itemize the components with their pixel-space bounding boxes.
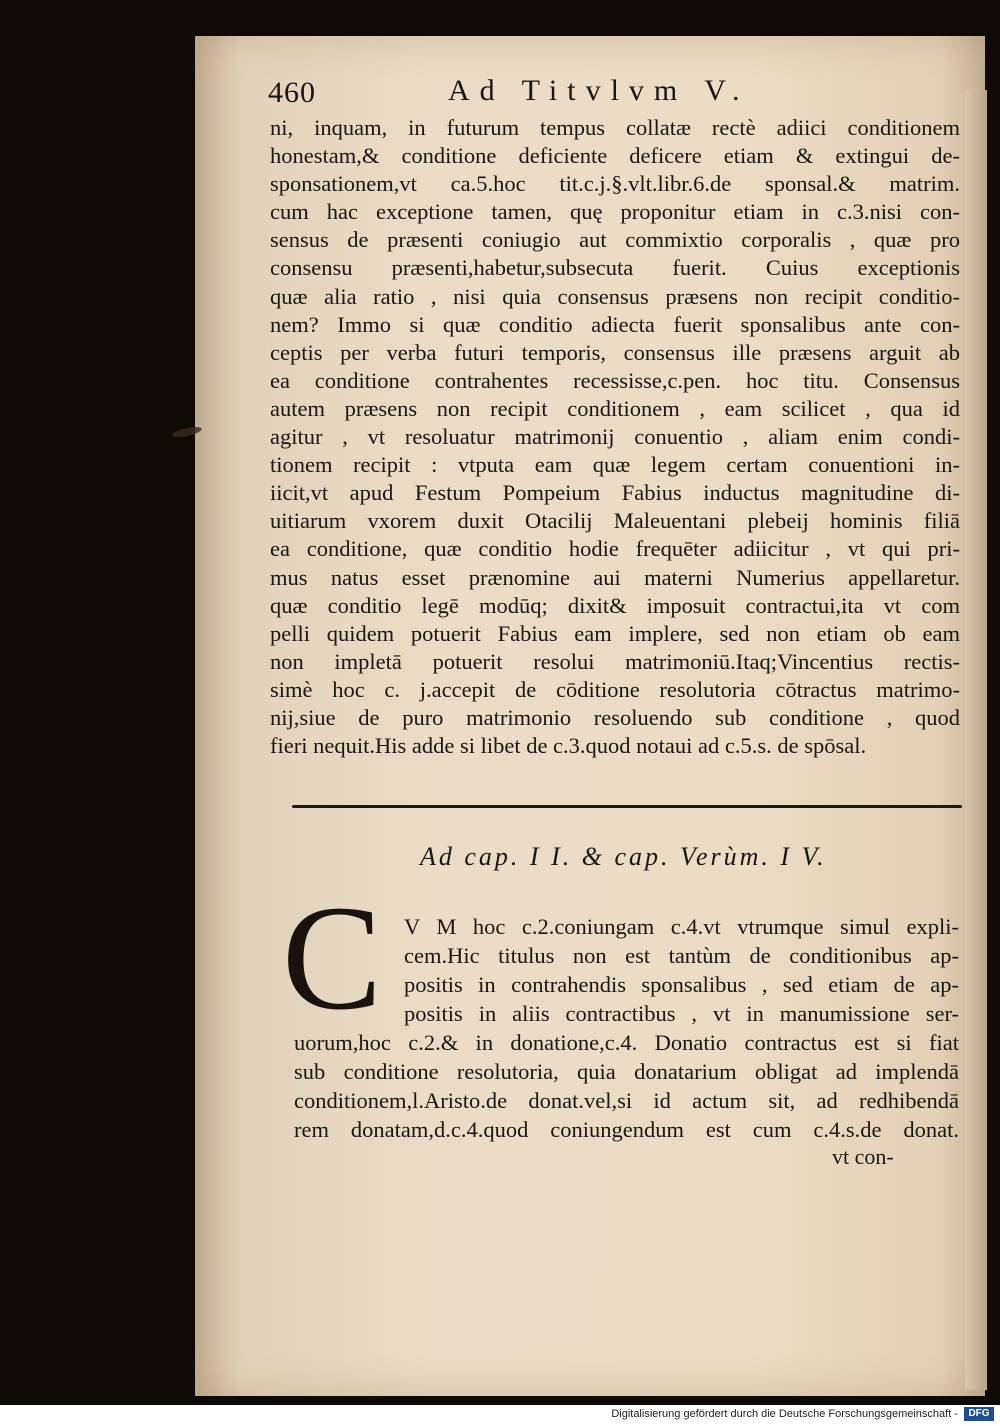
text-line: rem donatam,d.c.4.quod coniungendum est cum c.4.s.de donat. — [294, 1117, 959, 1142]
text-line: agitur , vt resoluatur matrimonij conuentio , aliam enim condi- — [270, 424, 960, 450]
text-line: quæ alia ratio , nisi quia consensus præsens non recipit conditio- — [270, 283, 960, 309]
text-line: sensus de præsenti coniugio aut commixtio corporalis , quæ pro — [270, 227, 960, 253]
body-paragraph — [270, 114, 960, 760]
text-line: V M hoc c.2.coniungam c.4.vt vtrumque simul expli- — [404, 914, 959, 939]
section-divider — [292, 805, 962, 808]
text-line: iicit,vt apud Festum Pompeium Fabius inductus magnitudine di- — [270, 480, 960, 506]
text-line: cem.Hic titulus non est tantùm de conditionibus ap- — [404, 943, 959, 968]
running-head — [268, 74, 988, 114]
text-line: cum hac exceptione tamen, quę proponitur etiam in c.3.nisi con- — [270, 199, 960, 225]
text-line: positis in aliis contractibus , vt in manumissione ser- — [404, 1001, 959, 1026]
funding-notice: Digitalisierung gefördert durch die Deutsche Forschungsgemeinschaft - — [611, 1408, 958, 1420]
text-line: uitiarum vxorem duxit Otacilij Maleuentani plebeij hominis filiā — [270, 508, 960, 534]
text-line: non impletā potuerit resolui matrimoniū.Itaq;Vincentius rectis- — [270, 648, 960, 674]
text-line: tionem recipit : vtputa eam quæ legem certam conuentioni in- — [270, 452, 960, 478]
text-line: ea conditione contrahentes recessisse,c.pen. hoc titu. Consensus — [270, 367, 960, 393]
text-line: ea conditione, quæ conditio hodie frequēter adiicitur , vt qui pri- — [270, 536, 960, 562]
text-line: autem præsens non recipit conditionem , eam scilicet , qua id — [270, 395, 960, 421]
dfg-logo: DFG — [964, 1407, 994, 1421]
text-line: nem? Immo si quæ conditio adiecta fuerit sponsalibus ante con- — [270, 311, 960, 337]
text-line: quæ conditio legē modūq; dixit& imposuit contractui,ita vt com — [270, 592, 960, 618]
text-line: honestam,& conditione deficiente deficere etiam & extingui de- — [270, 143, 960, 169]
text-line: ceptis per verba futuri temporis, consensus ille præsens arguit ab — [270, 339, 960, 365]
text-line: positis in contrahendis sponsalibus , sed etiam de ap- — [404, 972, 959, 997]
text-line: ni, inquam, in futurum tempus collatæ rectè adiici conditionem — [270, 115, 960, 140]
running-title: Ad Titvlvm V. — [448, 74, 750, 107]
section-paragraph — [294, 912, 959, 1144]
text-line: consensu præsenti,habetur,subsecuta fuerit. Cuius exceptionis — [270, 255, 960, 281]
text-line: sub conditione resolutoria, quia donatarium obligat ad implendā — [294, 1059, 959, 1084]
catchword: vt con- — [832, 1144, 894, 1169]
text-line: nij,siue de puro matrimonio resoluendo sub conditione , quod — [270, 704, 960, 730]
text-line: conditionem,l.Aristo.de donat.vel,si id actum sit, ad redhibendā — [294, 1088, 959, 1113]
text-line: simè hoc c. j.accepit de cōditione resolutoria cōtractus matrimo- — [270, 676, 960, 702]
text-line: uorum,hoc c.2.& in donatione,c.4. Donatio contractus est si fiat — [294, 1030, 959, 1055]
text-line: mus natus esset prænomine aui materni Numerius appellaretur. — [270, 564, 960, 590]
text-line: sponsationem,vt ca.5.hoc tit.c.j.§.vlt.libr.6.de sponsal.& matrim. — [270, 171, 960, 197]
text-line: fieri nequit.His adde si libet de c.3.quod notaui ad c.5.s. de spōsal. — [270, 733, 867, 759]
page-number: 460 — [268, 76, 316, 109]
text-line: pelli quidem potuerit Fabius eam implere, sed non etiam ob eam — [270, 620, 960, 646]
page-edge — [965, 90, 987, 1390]
drop-cap-initial: C — [282, 875, 383, 1041]
section-heading: Ad cap. I I. & cap. Verùm. I V. — [420, 842, 827, 871]
